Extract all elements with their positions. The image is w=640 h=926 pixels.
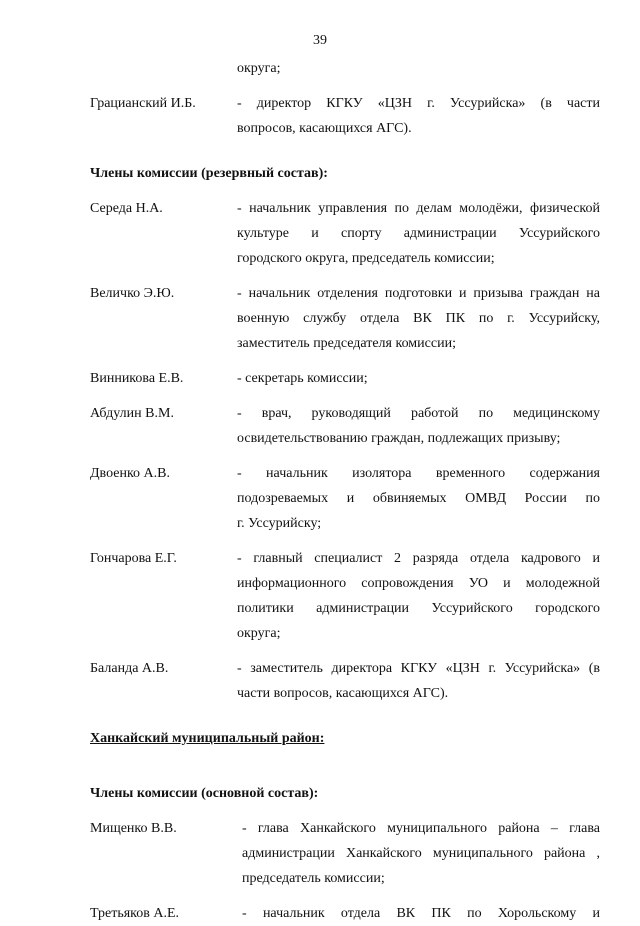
member-entry <box>0 196 640 271</box>
entry-spacer <box>0 391 640 401</box>
entry-line <box>0 306 640 331</box>
section-heading: Члены комиссии (резервный состав): <box>90 166 328 181</box>
member-name: Абдулин В.М. <box>90 406 174 421</box>
section-heading-row <box>0 161 640 186</box>
member-role-text: - глава Ханкайского муниципального района – глава <box>242 821 600 836</box>
entry-line <box>0 866 640 891</box>
member-role-text: - заместитель директора КГКУ «ЦЗН г. Уссурийска» (в <box>237 661 600 676</box>
member-entry <box>0 546 640 646</box>
member-entry <box>0 281 640 356</box>
member-role-text: вопросов, касающихся АГС). <box>237 121 412 136</box>
member-role-text: освидетельствованию граждан, подлежащих призыву; <box>237 431 561 446</box>
member-role-text: заместитель председателя комиссии; <box>237 336 456 351</box>
member-role-text: - начальник изолятора временного содержания <box>237 466 600 481</box>
member-name: Гончарова Е.Г. <box>90 551 177 566</box>
entry-spacer <box>0 356 640 366</box>
entry-line <box>0 486 640 511</box>
entry-line <box>0 426 640 451</box>
section-spacer <box>0 751 640 761</box>
member-name: Величко Э.Ю. <box>90 286 175 301</box>
entry-line <box>0 511 640 536</box>
member-role-text: - врач, руководящий работой по медицинскому <box>237 406 600 421</box>
member-role-text: - секретарь комиссии; <box>237 371 368 386</box>
member-entry <box>0 816 640 891</box>
member-role-text: - начальник управления по делам молодёжи, физической <box>237 201 600 216</box>
entry-spacer <box>0 271 640 281</box>
entry-line <box>0 571 640 596</box>
entry-line <box>0 331 640 356</box>
entry-line <box>0 221 640 246</box>
member-name: Середа Н.А. <box>90 201 163 216</box>
member-name: Грацианский И.Б. <box>90 96 196 111</box>
member-entry <box>0 461 640 536</box>
member-entry <box>0 366 640 391</box>
member-name: Винникова Е.В. <box>90 371 184 386</box>
member-role-text: администрации Ханкайского муниципального района , <box>242 846 600 861</box>
page-number: 39 <box>313 33 327 48</box>
section-heading-row <box>0 781 640 806</box>
section-heading: Члены комиссии (основной состав): <box>90 786 319 801</box>
entry-line <box>0 841 640 866</box>
member-role-text: председатель комиссии; <box>242 871 385 886</box>
entry-spacer <box>0 536 640 546</box>
section-spacer <box>0 141 640 161</box>
entry-line <box>0 281 640 306</box>
member-role-text: - начальник отдела ВК ПК по Хорольскому и <box>242 906 600 921</box>
member-name: Третьяков А.Е. <box>90 906 180 921</box>
entry-line <box>0 546 640 571</box>
entry-spacer <box>0 891 640 901</box>
entry-line <box>0 246 640 271</box>
entry-line <box>0 366 640 391</box>
section-spacer <box>0 186 640 196</box>
member-entry <box>0 91 640 141</box>
entry-spacer <box>0 81 640 91</box>
section-spacer <box>0 761 640 781</box>
entry-line <box>0 91 640 116</box>
member-role-text: округа; <box>237 61 281 76</box>
entry-line <box>0 596 640 621</box>
member-role-text: - главный специалист 2 разряда отдела кадрового и <box>237 551 600 566</box>
entry-spacer <box>0 451 640 461</box>
member-role-text: части вопросов, касающихся АГС). <box>237 686 449 701</box>
entry-line <box>0 56 640 81</box>
member-role-text: городского округа, председатель комиссии; <box>237 251 495 266</box>
member-entry <box>0 656 640 706</box>
entry-line <box>0 196 640 221</box>
entry-spacer <box>0 646 640 656</box>
member-role-text: военную службу отдела ВК ПК по г. Уссурийску, <box>237 311 600 326</box>
member-name: Мищенко В.В. <box>90 821 177 836</box>
member-role-text: - директор КГКУ «ЦЗН г. Уссурийска» (в части <box>237 96 600 111</box>
member-role-text: - начальник отделения подготовки и призыва граждан на <box>237 286 600 301</box>
member-role-text: подозреваемых и обвиняемых ОМВД России по <box>237 491 600 506</box>
member-role-text: культуре и спорту администрации Уссурийского <box>237 226 600 241</box>
member-role-text: политики администрации Уссурийского городского <box>237 601 600 616</box>
entry-line <box>0 681 640 706</box>
section-heading-row <box>0 726 640 751</box>
entry-line <box>0 401 640 426</box>
member-name: Баланда А.В. <box>90 661 169 676</box>
member-role-text: округа; <box>237 626 281 641</box>
member-entry <box>0 401 640 451</box>
document-body <box>0 56 640 926</box>
district-heading: Ханкайский муниципальный район: <box>90 731 325 746</box>
entry-line <box>0 656 640 681</box>
member-entry <box>0 56 640 81</box>
entry-line <box>0 816 640 841</box>
section-spacer <box>0 706 640 726</box>
member-name: Двоенко А.В. <box>90 466 170 481</box>
entry-line <box>0 461 640 486</box>
entry-line <box>0 621 640 646</box>
section-spacer <box>0 806 640 816</box>
member-role-text: г. Уссурийску; <box>237 516 322 531</box>
member-role-text: информационного сопровождения УО и молодежной <box>237 576 600 591</box>
entry-line <box>0 116 640 141</box>
